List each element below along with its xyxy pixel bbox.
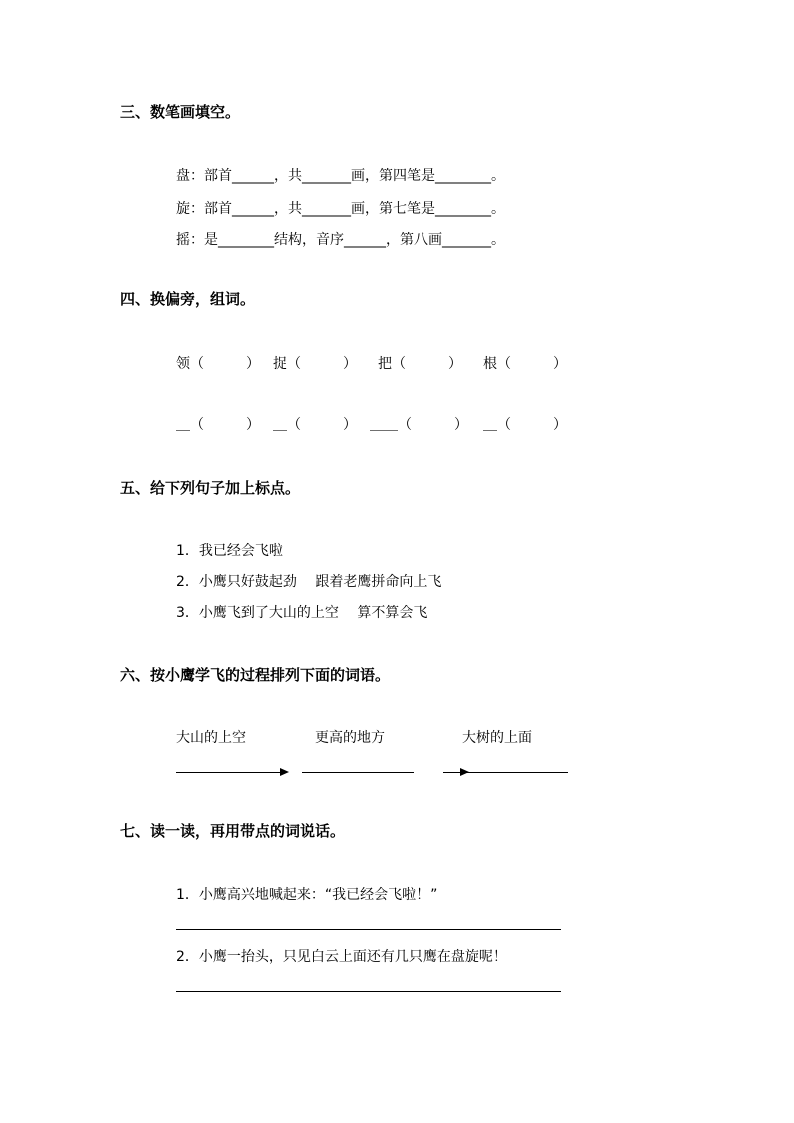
section-3-heading: 三、数笔画填空。 [120,103,241,121]
radical-blank-2: ＿（ ） [273,417,357,433]
order-word-2: 更高的地方 [315,730,385,746]
radical-word-3: 把（ ） [378,356,462,372]
writing-line-1 [176,929,561,930]
order-word-3: 大树的上面 [462,730,532,746]
reading-item-2: 2．小鹰一抬头，只见白云上面还有几只鹰在盘旋呢！ [176,949,507,965]
punctuation-item-1: 1．我已经会飞啦 [176,543,283,559]
punctuation-item-2: 2．小鹰只好鼓起劲 跟着老鹰拼命向上飞 [176,574,442,590]
stroke-line-2: 旋：部首______，共_______画，第七笔是________。 [176,201,505,217]
arrow-right-icon [280,768,289,776]
radical-blank-3: ＿＿（ ） [370,417,468,433]
radical-blank-4: ＿（ ） [483,417,567,433]
writing-line-2 [176,991,561,992]
order-word-1: 大山的上空 [176,730,246,746]
arrow-right-icon [460,768,469,776]
section-5-heading: 五、给下列句子加上标点。 [120,479,301,497]
answer-line-1 [176,772,280,773]
answer-line-2 [302,772,414,773]
punctuation-item-3: 3．小鹰飞到了大山的上空 算不算会飞 [176,605,428,621]
section-6-heading: 六、按小鹰学飞的过程排列下面的词语。 [120,666,391,684]
radical-word-1: 领（ ） [176,356,260,372]
radical-blank-1: ＿（ ） [176,417,260,433]
reading-item-1: 1．小鹰高兴地喊起来：“我已经会飞啦！” [176,887,438,903]
section-4-heading: 四、换偏旁，组词。 [120,290,256,308]
section-7-heading: 七、读一读，再用带点的词说话。 [120,822,346,840]
radical-word-2: 捉（ ） [273,356,357,372]
stroke-line-3: 摇：是________结构，音序______，第八画_______。 [176,232,505,248]
stroke-line-1: 盘：部首______，共_______画，第四笔是________。 [176,168,505,184]
radical-word-4: 根（ ） [483,356,567,372]
